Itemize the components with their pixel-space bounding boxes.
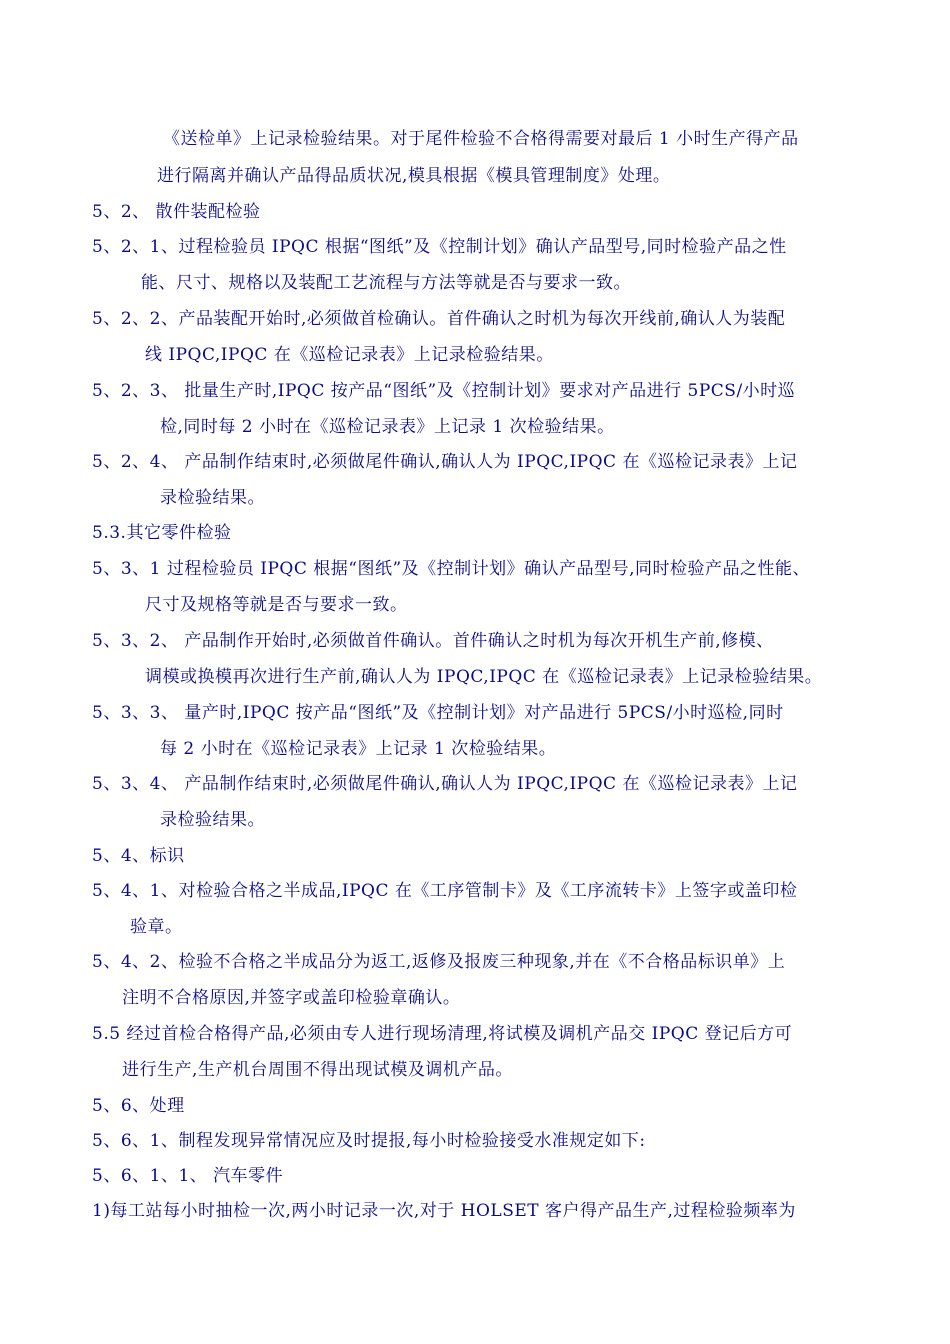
text-line: 尺寸及规格等就是否与要求一致。 xyxy=(145,595,408,615)
section-heading: 5、2、 散件装配检验 xyxy=(92,202,261,222)
text-line: 5、4、2、检验不合格之半成品分为返工,返修及报废三种现象,并在《不合格品标识单》上 xyxy=(92,952,786,972)
text-line: 5.5 经过首检合格得产品,必须由专人进行现场清理,将试模及调机产品交 IPQC 登记后方可 xyxy=(92,1024,793,1044)
text-line: 验章。 xyxy=(130,917,183,937)
section-heading: 5、6、1、1、 汽车零件 xyxy=(92,1166,284,1186)
text-line: 录检验结果。 xyxy=(160,810,265,830)
text-line: 线 IPQC,IPQC 在《巡检记录表》上记录检验结果。 xyxy=(145,345,554,365)
text-line: 《送检单》上记录检验结果。对于尾件检验不合格得需要对最后 1 小时生产得产品 xyxy=(163,129,799,149)
text-line: 5、4、1、对检验合格之半成品,IPQC 在《工序管制卡》及《工序流转卡》上签字或盖印检 xyxy=(92,881,798,901)
text-line: 录检验结果。 xyxy=(160,488,265,508)
text-line: 5、3、3、 量产时,IPQC 按产品“图纸”及《控制计划》对产品进行 5PCS/小时巡检,同时 xyxy=(92,703,784,723)
text-line: 进行生产,生产机台周围不得出现试模及调机产品。 xyxy=(122,1060,513,1080)
text-line: 5、2、3、 批量生产时,IPQC 按产品“图纸”及《控制计划》要求对产品进行 5PCS/小时巡 xyxy=(92,381,796,401)
text-line: 进行隔离并确认产品得品质状况,模具根据《模具管理制度》处理。 xyxy=(157,166,671,186)
section-heading: 5、6、处理 xyxy=(92,1096,185,1116)
text-line: 5、3、4、 产品制作结束时,必须做尾件确认,确认人为 IPQC,IPQC 在《巡检记录表》上记 xyxy=(92,774,798,794)
text-line: 5、2、4、 产品制作结束时,必须做尾件确认,确认人为 IPQC,IPQC 在《巡检记录表》上记 xyxy=(92,452,798,472)
text-line: 检,同时每 2 小时在《巡检记录表》上记录 1 次检验结果。 xyxy=(160,417,615,437)
section-heading: 5、4、标识 xyxy=(92,846,185,866)
text-line: 注明不合格原因,并签字或盖印检验章确认。 xyxy=(122,988,461,1008)
text-line: 5、6、1、制程发现异常情况应及时提报,每小时检验接受水准规定如下: xyxy=(92,1131,646,1151)
text-line: 每 2 小时在《巡检记录表》上记录 1 次检验结果。 xyxy=(160,739,557,759)
text-line: 调模或换模再次进行生产前,确认人为 IPQC,IPQC 在《巡检记录表》上记录检验结果。 xyxy=(145,667,823,687)
text-line: 5、3、1 过程检验员 IPQC 根据“图纸”及《控制计划》确认产品型号,同时检验产品之性能、 xyxy=(92,559,811,579)
section-heading: 5.3.其它零件检验 xyxy=(92,523,232,543)
text-line: 1)每工站每小时抽检一次,两小时记录一次,对于 HOLSET 客户得产品生产,过程检验频率为 xyxy=(92,1201,796,1221)
text-line: 5、2、2、产品装配开始时,必须做首检确认。首件确认之时机为每次开线前,确认人为装配 xyxy=(92,309,786,329)
text-line: 5、3、2、 产品制作开始时,必须做首件确认。首件确认之时机为每次开机生产前,修模、 xyxy=(92,631,774,651)
text-line: 能、尺寸、规格以及装配工艺流程与方法等就是否与要求一致。 xyxy=(141,273,631,293)
text-line: 5、2、1、过程检验员 IPQC 根据“图纸”及《控制计划》确认产品型号,同时检验产品之性 xyxy=(92,237,787,257)
